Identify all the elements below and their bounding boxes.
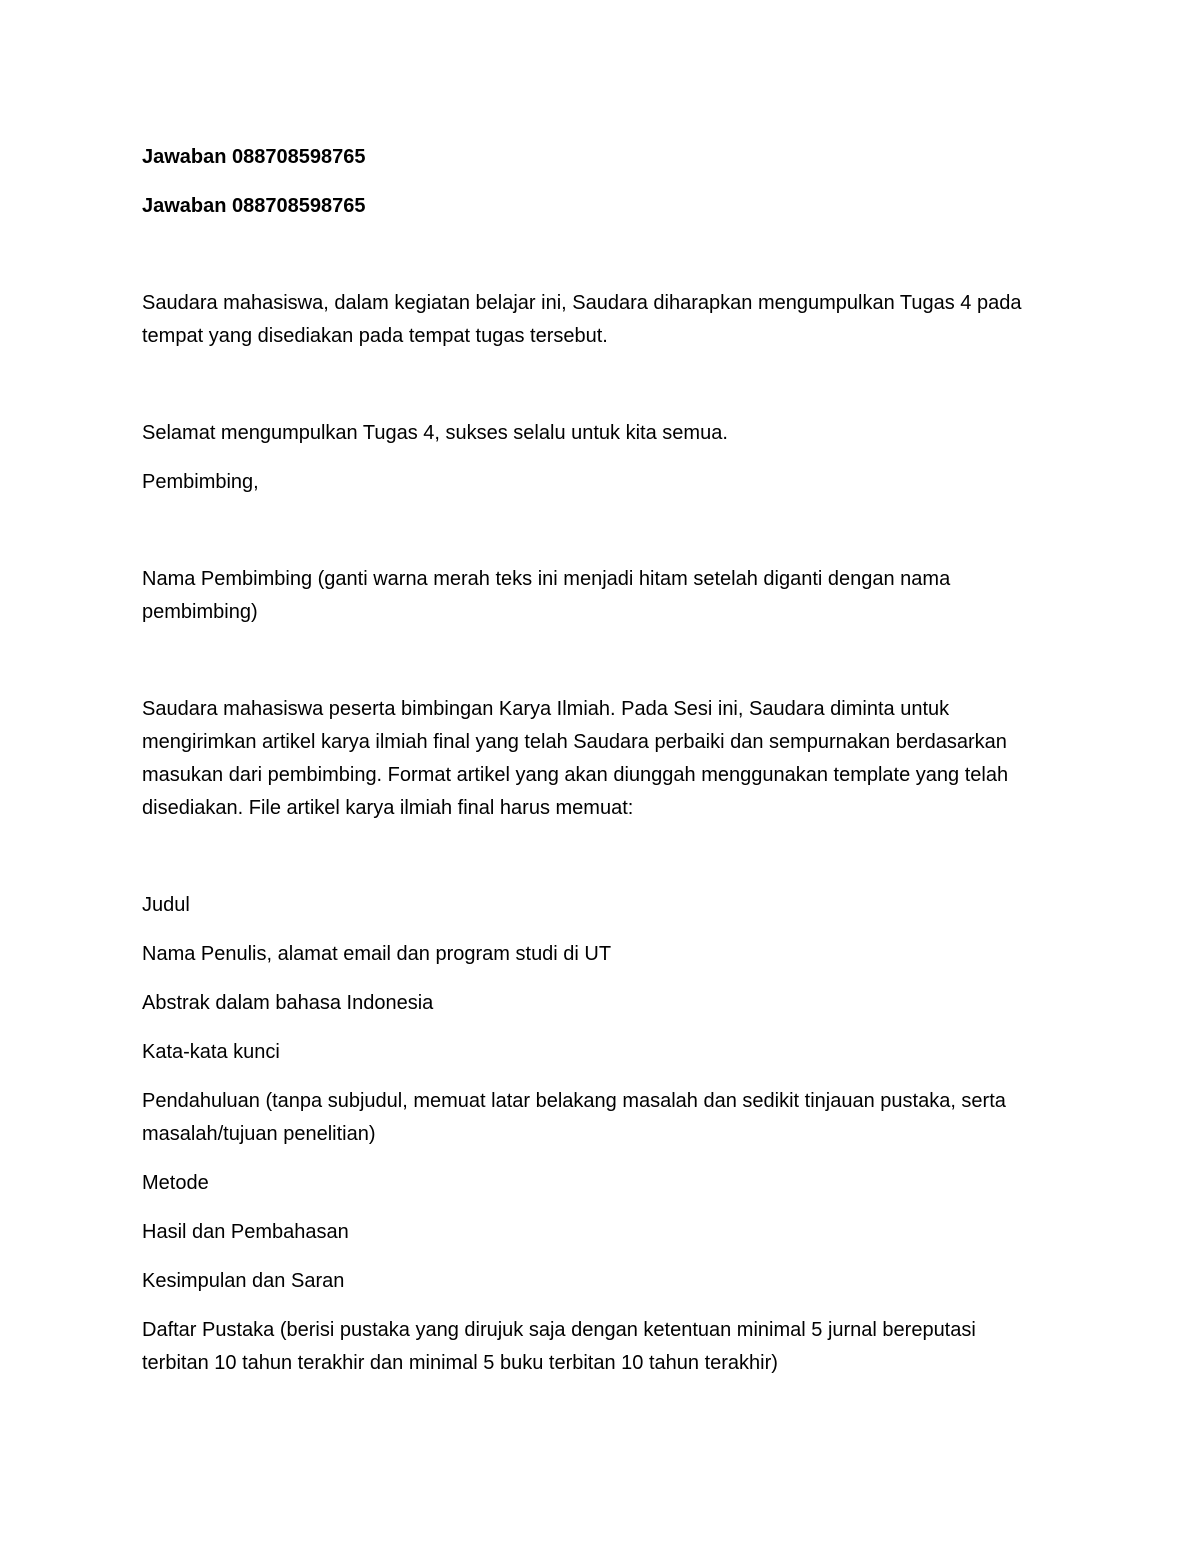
- instructions-paragraph: Saudara mahasiswa peserta bimbingan Karya Ilmiah. Pada Sesi ini, Saudara diminta untuk mengirimkan artikel karya ilmiah final yang telah Saudara perbaiki dan sempurnakan berdasarkan masukan dari pembimbing. Format artikel yang akan diunggah menggunakan template yang telah disediakan. File artikel karya ilmiah final harus memuat:: [142, 698, 1009, 819]
- list-item: Hasil dan Pembahasan: [142, 1221, 349, 1243]
- list-item: Pendahuluan (tanpa subjudul, memuat latar belakang masalah dan sedikit tinjauan pustaka, serta masalah/tujuan penelitian): [142, 1090, 1006, 1145]
- greeting-paragraph: Selamat mengumpulkan Tugas 4, sukses selalu untuk kita semua.: [142, 422, 728, 444]
- intro-paragraph: Saudara mahasiswa, dalam kegiatan belajar ini, Saudara diharapkan mengumpulkan Tugas 4 pada tempat yang disediakan pada tempat tugas tersebut.: [142, 292, 1022, 347]
- pembimbing-label: Pembimbing,: [142, 471, 259, 493]
- list-item: Abstrak dalam bahasa Indonesia: [142, 992, 434, 1014]
- nama-pembimbing-paragraph: Nama Pembimbing (ganti warna merah teks ini menjadi hitam setelah diganti dengan nama pembimbing): [142, 568, 951, 623]
- document-heading: Jawaban 088708598765: [142, 195, 366, 217]
- list-item: Kesimpulan dan Saran: [142, 1270, 345, 1292]
- list-item: Kata-kata kunci: [142, 1041, 280, 1063]
- list-item: Metode: [142, 1172, 209, 1194]
- list-item: Judul: [142, 894, 190, 916]
- list-item: Nama Penulis, alamat email dan program studi di UT: [142, 943, 612, 965]
- document-body: [142, 141, 1042, 1380]
- document-heading: Jawaban 088708598765: [142, 146, 366, 168]
- list-item: Daftar Pustaka (berisi pustaka yang dirujuk saja dengan ketentuan minimal 5 jurnal bereputasi terbitan 10 tahun terakhir dan minimal 5 buku terbitan 10 tahun terakhir): [142, 1319, 976, 1374]
